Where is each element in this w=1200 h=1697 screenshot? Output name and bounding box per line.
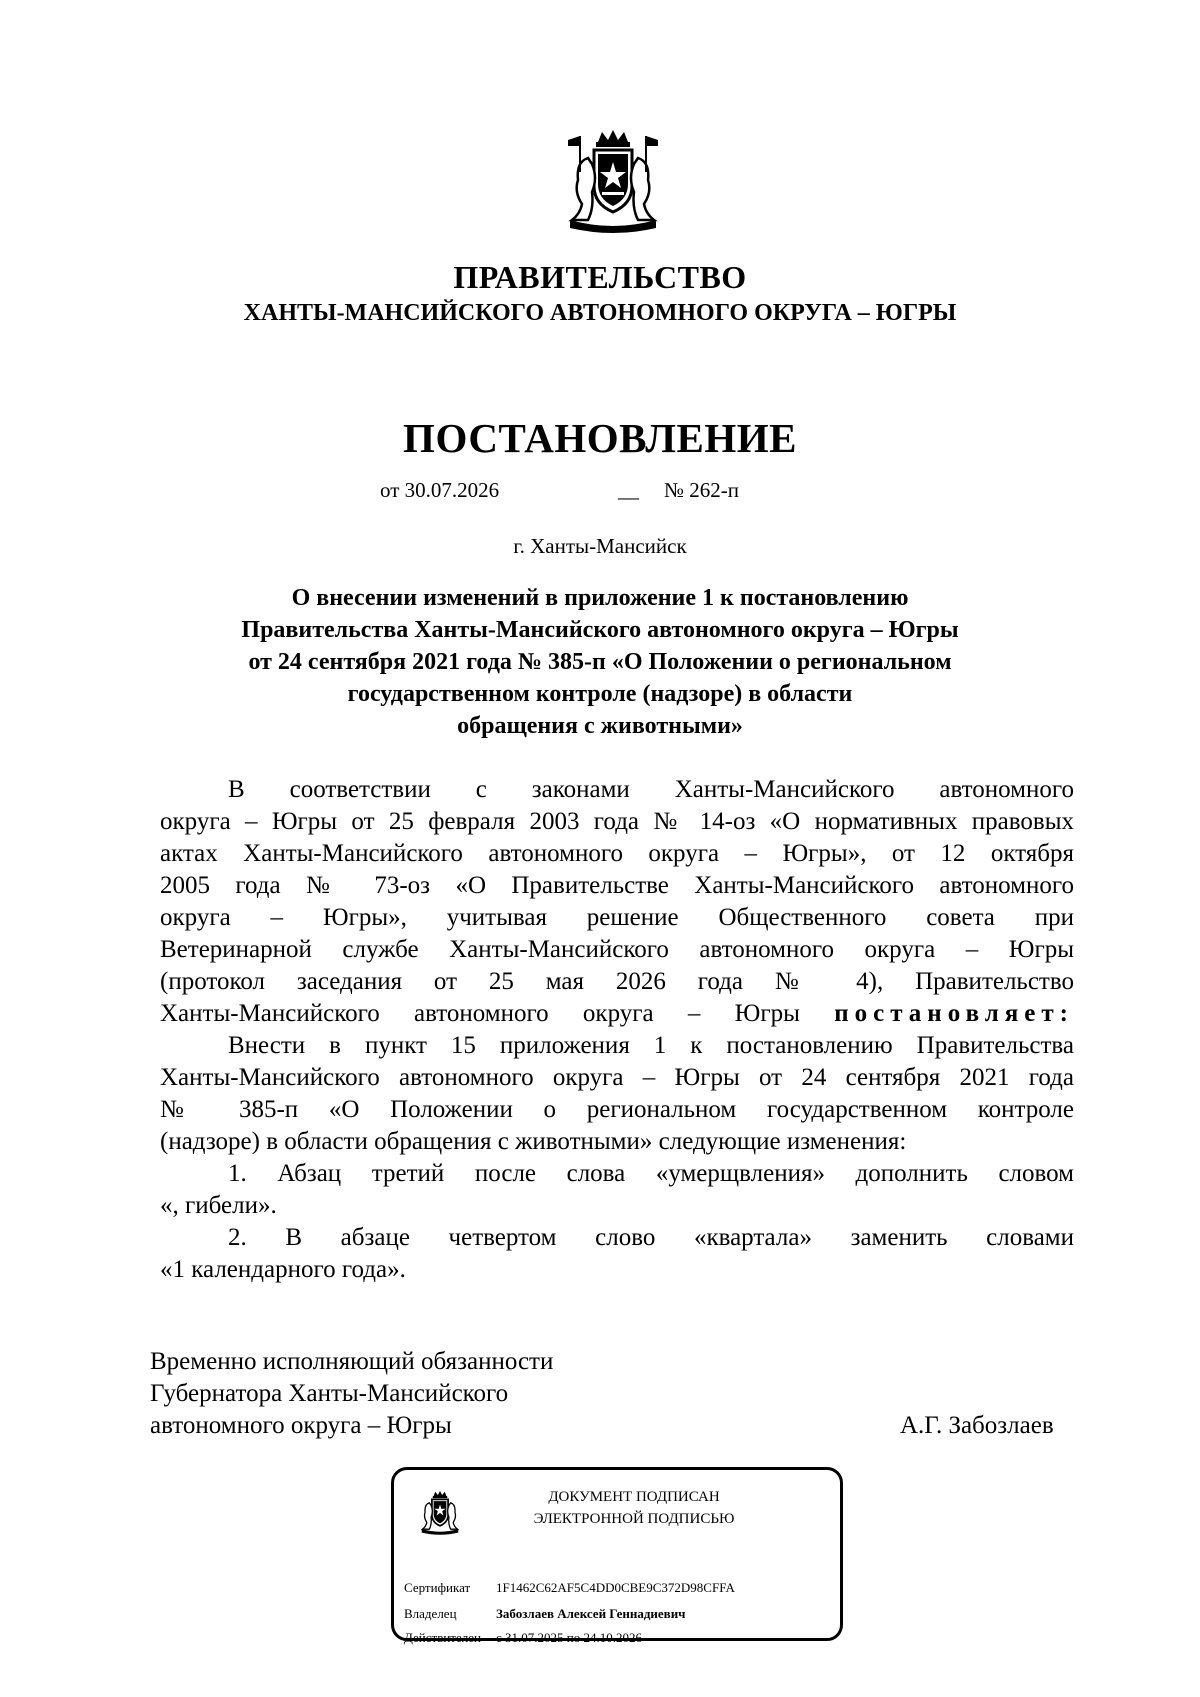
stamp-owner-label: Владелец (404, 1606, 457, 1621)
stamp-heading (514, 1486, 754, 1530)
body-line: № 385-п «О Положении о региональном государственном контроле (160, 1096, 1074, 1123)
stamp-certificate-value: 1F1462C62AF5C4DD0CBE9C372D98CFFA (496, 1580, 735, 1595)
government-title: ПРАВИТЕЛЬСТВО (453, 259, 747, 295)
body-line: округа – Югры», учитывая решение Общественного совета при (160, 904, 1074, 931)
document-blank-mark: __ (618, 478, 639, 502)
item-line: 2. В абзаце четвертом слово «квартала» заменить словами (228, 1224, 1074, 1251)
document-type-title: ПОСТАНОВЛЕНИЕ (403, 415, 797, 461)
body-line: округа – Югры от 25 февраля 2003 года № 14-оз «О нормативных правовых (160, 808, 1074, 835)
stamp-certificate-label: Сертификат (404, 1580, 471, 1595)
stamp-heading-line: ЭЛЕКТРОННОЙ ПОДПИСЬЮ (533, 1511, 735, 1527)
item-line: «, гибели». (160, 1192, 277, 1219)
item-line: 1. Абзац третий после слова «умерщвления» дополнить словом (228, 1160, 1074, 1187)
coat-of-arms-icon (558, 128, 668, 236)
document-date-number-line (0, 477, 1200, 507)
stamp-validity-row (404, 1630, 642, 1646)
signatory-position-line: Временно исполняющий обязанности (150, 1348, 554, 1375)
subject-line: обращения с животными» (457, 713, 743, 739)
subject-line: Правительства Ханты-Мансийского автономного округа – Югры (241, 617, 959, 643)
stamp-validity-label: Действителен (404, 1630, 481, 1645)
stamp-owner-row (404, 1606, 686, 1622)
body-line: В соответствии с законами Ханты-Мансийского автономного (228, 776, 1074, 803)
signatory-name: А.Г. Забозлаев (900, 1412, 1054, 1439)
signatory-position-line: Губернатора Ханты-Мансийского (150, 1380, 509, 1407)
stamp-heading-line: ДОКУМЕНТ ПОДПИСАН (548, 1489, 720, 1505)
body-line: (протокол заседания от 25 мая 2026 года № 4), Правительство (160, 968, 1074, 995)
stamp-owner-value: Забозлаев Алексей Геннадиевич (496, 1606, 686, 1621)
electronic-signature-stamp (391, 1467, 843, 1645)
stamp-validity-value: с 31.07.2025 по 24.10.2026 (496, 1630, 642, 1645)
resolution-keyword: постановляет: (834, 1000, 1074, 1027)
stamp-certificate-row (404, 1580, 735, 1596)
document-city: г. Ханты-Мансийск (513, 534, 687, 558)
body-line-prefix: Ханты-Мансийского автономного округа – Югры (160, 1000, 835, 1027)
document-number: № 262-п (664, 478, 740, 502)
body-line: 2005 года № 73-оз «О Правительстве Ханты-Мансийского автономного (160, 872, 1074, 899)
body-line: (надзоре) в области обращения с животными» следующие изменения: (160, 1128, 907, 1155)
body-line: Внести в пункт 15 приложения 1 к постановлению Правительства (228, 1032, 1074, 1059)
document-date: от 30.07.2026 (380, 478, 500, 502)
signatory-position (150, 1346, 553, 1442)
government-subtitle: ХАНТЫ-МАНСИЙСКОГО АВТОНОМНОГО ОКРУГА – ЮГРЫ (243, 300, 957, 326)
subject-line: государственном контроле (надзоре) в области (347, 681, 853, 707)
document-subject (0, 582, 1200, 742)
subject-line: О внесении изменений в приложение 1 к постановлению (291, 585, 909, 611)
body-line: Ветеринарной службе Ханты-Мансийского автономного округа – Югры (160, 936, 1074, 963)
subject-line: от 24 сентября 2021 года № 385-п «О Положении о региональном (248, 649, 952, 675)
body-line: Ханты-Мансийского автономного округа – Югры от 24 сентября 2021 года (160, 1064, 1074, 1091)
body-line-resolution (160, 998, 1074, 1030)
coat-of-arms-icon (416, 1490, 464, 1536)
document-body (160, 774, 1074, 1286)
signatory-position-line: автономного округа – Югры (150, 1412, 452, 1439)
body-line: актах Ханты-Мансийского автономного округа – Югры», от 12 октября (160, 840, 1074, 867)
item-line: «1 календарного года». (160, 1256, 406, 1283)
